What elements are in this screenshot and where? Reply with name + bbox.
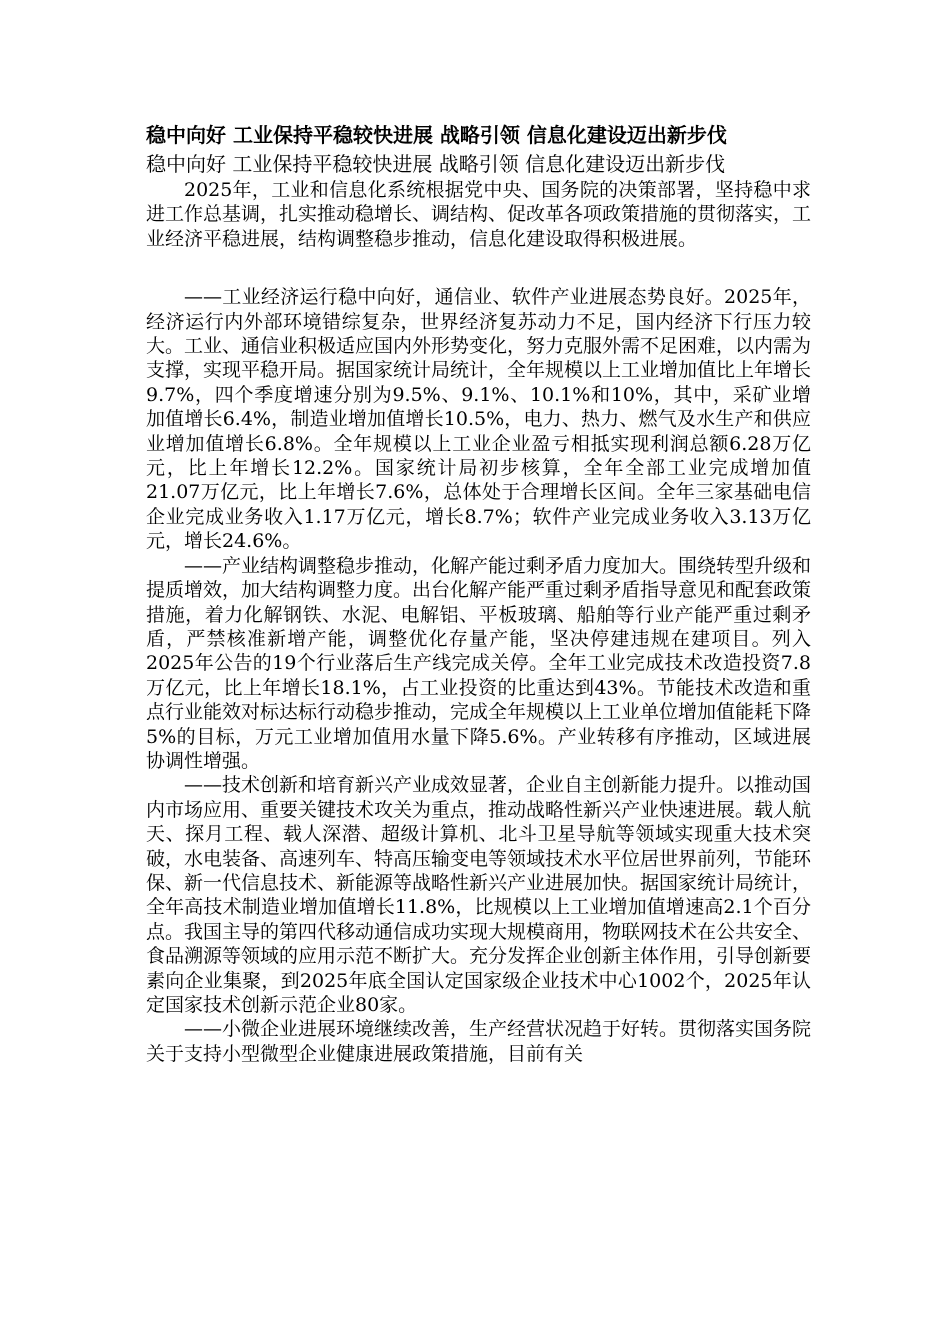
section-paragraph-structure-adjustment: ——产业结构调整稳步推动，化解产能过剩矛盾力度加大。围绕转型升级和提质增效，加大结构调整力度。出台化解产能严重过剩矛盾指导意见和配套政策措施，着力化解钢铁、水泥、电解铝、平板玻璃、船舶等行业产能严重过剩矛盾，严禁核准新增产能，调整优化存量产能，坚决停建违规在建项目。列入2025年公告的19个行业落后生产线完成关停。全年工业完成技术改造投资7.8万亿元，比上年增长18.1%，占工业投资的比重达到43%。节能技术改造和重点行业能效对标达标行动稳步推动，完成全年规模以上工业单位增加值能耗下降5%的目标，万元工业增加值用水量下降5.6%。产业转移有序推动，区域进展协调性增强。 <box>146 554 812 772</box>
document-title-bold: 稳中向好 工业保持平稳较快进展 战略引领 信息化建设迈出新步伐 <box>146 123 727 147</box>
document-body <box>146 120 811 1066</box>
intro-paragraph: 2025年，工业和信息化系统根据党中央、国务院的决策部署，坚持稳中求进工作总基调，扎实推动稳增长、调结构、促改革各项政策措施的贯彻落实，工业经济平稳进展，结构调整稳步推动，信息化建设取得积极进展。 <box>146 179 812 250</box>
document-title: 稳中向好 工业保持平稳较快进展 战略引领 信息化建设迈出新步伐 <box>146 152 726 176</box>
section-paragraph-technology-innovation: ——技术创新和培育新兴产业成效显著，企业自主创新能力提升。以推动国内市场应用、重要关键技术攻关为重点，推动战略性新兴产业快速进展。载人航天、探月工程、载人深潜、超级计算机、北斗卫星导航等领域实现重大技术突破，水电装备、高速列车、特高压输变电等领域技术水平位居世界前列，节能环保、新一代信息技术、新能源等战略性新兴产业进展加快。据国家统计局统计，全年高技术制造业增加值增长11.8%，比规模以上工业增加值增速高2.1个百分点。我国主导的第四代移动通信成功实现大规模商用，物联网技术在公共安全、食品溯源等领域的应用示范不断扩大。充分发挥企业创新主体作用，引导创新要素向企业集聚，到2025年底全国认定国家级企业技术中心1002个，2025年认定国家技术创新示范企业80家。 <box>146 774 812 1016</box>
section-paragraph-small-enterprises: ——小微企业进展环境继续改善，生产经营状况趋于好转。贯彻落实国务院关于支持小型微型企业健康进展政策措施，目前有关 <box>146 1018 812 1065</box>
section-paragraph-industry-economy: ——工业经济运行稳中向好，通信业、软件产业进展态势良好。2025年，经济运行内外部环境错综复杂，世界经济复苏动力不足，国内经济下行压力较大。工业、通信业积极适应国内外形势变化，努力克服外需不足困难，以内需为支撑，实现平稳开局。据国家统计局统计，全年规模以上工业增加值比上年增长9.7%，四个季度增速分别为9.5%、9.1%、10.1%和10%，其中，采矿业增加值增长6.4%，制造业增加值增长10.5%，电力、热力、燃气及水生产和供应业增加值增长6.8%。全年规模以上工业企业盈亏相抵实现利润总额6.28万亿元，比上年增长12.2%。国家统计局初步核算，全年全部工业完成增加值21.07万亿元，比上年增长7.6%，总体处于合理增长区间。全年三家基础电信企业完成业务收入1.17万亿元，增长8.7%；软件产业完成业务收入3.13万亿元，增长24.6%。 <box>146 286 812 553</box>
